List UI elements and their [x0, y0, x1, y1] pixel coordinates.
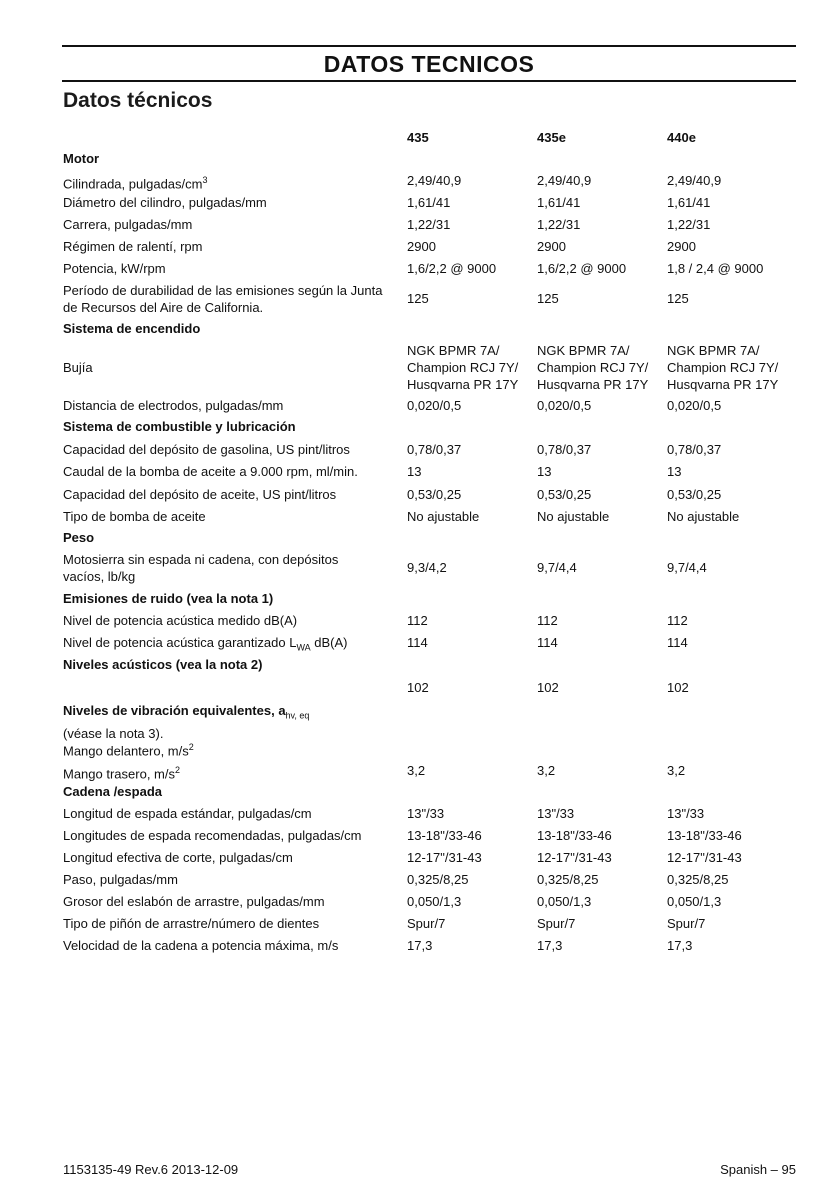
spec-label: Distancia de electrodos, pulgadas/mm: [63, 398, 284, 413]
banner-title: DATOS TECNICOS: [323, 51, 535, 77]
spec-label-text: Mango trasero, m/s: [63, 766, 175, 782]
section-title: Datos técnicos: [63, 89, 213, 112]
spec-label: [63, 762, 403, 782]
spec-label-line2: (véase la nota 3).: [63, 725, 164, 741]
spec-value-435e: [537, 342, 648, 393]
spec-value-440e: 1,61/41: [667, 195, 711, 210]
spec-value-440e: [667, 342, 778, 393]
spec-value-435e: 125: [537, 291, 559, 306]
spec-value-435e: 1,61/41: [537, 195, 581, 210]
spec-value-435e: 13"/33: [537, 806, 575, 821]
spec-label: Potencia, kW/rpm: [63, 261, 166, 276]
spec-value-435: 102: [407, 680, 429, 695]
spec-label: Velocidad de la cadena a potencia máxima, m/s: [63, 938, 339, 953]
spec-label: [63, 172, 403, 192]
superscript: 2: [188, 742, 194, 752]
spec-value-435e: 2,49/40,9: [537, 173, 592, 188]
spec-value-440e: 125: [667, 291, 689, 306]
spec-value-435: 1,22/31: [407, 217, 451, 232]
spec-value-435: 17,3: [407, 938, 433, 953]
spec-value-435e: 1,6/2,2 @ 9000: [537, 261, 627, 276]
spec-value-435: 0,53/0,25: [407, 487, 462, 502]
spec-value-435e: 0,53/0,25: [537, 487, 592, 502]
spec-value-435e: 13-18"/33-46: [537, 828, 612, 843]
spec-value-435e: 114: [537, 635, 558, 650]
spec-value-435: 0,78/0,37: [407, 442, 462, 457]
spec-value-435: Spur/7: [407, 916, 446, 931]
spec-label: Longitudes de espada recomendadas, pulgadas/cm: [63, 828, 362, 843]
spark-plug-line3: Husqvarna PR 17Y: [667, 377, 779, 392]
spec-value-440e: 12-17"/31-43: [667, 850, 742, 865]
spec-label: Tipo de piñón de arrastre/número de dientes: [63, 916, 320, 931]
spec-value-435: 13"/33: [407, 806, 445, 821]
spark-plug-line1: NGK BPMR 7A/: [537, 343, 630, 358]
spec-value-435e: 1,22/31: [537, 217, 581, 232]
spec-value-435e: No ajustable: [537, 509, 610, 524]
spec-value-435e: 13: [537, 464, 552, 479]
spec-value-435: 13: [407, 464, 422, 479]
spec-label: Régimen de ralentí, rpm: [63, 239, 203, 254]
spec-value-435e: 0,78/0,37: [537, 442, 592, 457]
subscript: hv, eq: [285, 710, 310, 721]
spec-value-435e: 102: [537, 680, 559, 695]
spec-label: Paso, pulgadas/mm: [63, 872, 178, 887]
spec-value-435: 2900: [407, 239, 436, 254]
spec-value-435e: 17,3: [537, 938, 563, 953]
spark-plug-line2: Champion RCJ 7Y/: [667, 360, 779, 375]
group-heading-label: Peso: [63, 530, 95, 545]
spec-label: Capacidad del depósito de gasolina, US pint/litros: [63, 442, 350, 457]
group-heading-label: Niveles acústicos (vea la nota 2): [63, 657, 263, 672]
spec-value-435e: 9,7/4,4: [537, 560, 577, 575]
spec-value-440e: 13: [667, 464, 682, 479]
spec-value-440e: 102: [667, 680, 689, 695]
spark-plug-line2: Champion RCJ 7Y/: [407, 360, 519, 375]
superscript: 3: [202, 175, 208, 185]
spec-value-440e: 112: [667, 613, 688, 628]
spec-value-440e: 2,49/40,9: [667, 173, 722, 188]
spark-plug-line2: Champion RCJ 7Y/: [537, 360, 649, 375]
spec-value-440e: 114: [667, 635, 688, 650]
spark-plug-line1: NGK BPMR 7A/: [667, 343, 760, 358]
page-number: Spanish – 95: [720, 1162, 796, 1177]
spec-value-435: 0,050/1,3: [407, 894, 462, 909]
spec-value-435e: 112: [537, 613, 558, 628]
spec-label-unit: dB(A): [310, 635, 348, 650]
banner-bottom-rule: [62, 80, 796, 82]
spec-value-435: No ajustable: [407, 509, 480, 524]
document-number: 1153135-49 Rev.6 2013-12-09: [63, 1162, 239, 1177]
spec-value-435: 1,6/2,2 @ 9000: [407, 261, 497, 276]
spec-value-435: 2,49/40,9: [407, 173, 462, 188]
spec-label: [63, 739, 403, 759]
column-header-435e: 435e: [537, 130, 566, 145]
spec-value-440e: 0,53/0,25: [667, 487, 722, 502]
spark-plug-line3: Husqvarna PR 17Y: [537, 377, 649, 392]
spec-label: Caudal de la bomba de aceite a 9.000 rpm, ml/min.: [63, 464, 358, 479]
spec-value-440e: 1,22/31: [667, 217, 711, 232]
spec-value-440e: 13-18"/33-46: [667, 828, 742, 843]
spec-label: Capacidad del depósito de aceite, US pint/litros: [63, 487, 337, 502]
spec-label: [63, 282, 403, 316]
spec-value-435: 0,325/8,25: [407, 872, 469, 887]
spec-value-440e: Spur/7: [667, 916, 706, 931]
spec-value-440e: 0,020/0,5: [667, 398, 722, 413]
group-heading-label: Niveles de vibración equivalentes, a: [63, 703, 286, 718]
group-heading-label: Sistema de encendido: [63, 321, 201, 336]
group-heading-label: Sistema de combustible y lubricación: [63, 419, 296, 434]
spec-label: Grosor del eslabón de arrastre, pulgadas/mm: [63, 894, 325, 909]
banner-top-rule: [62, 45, 796, 47]
spec-value-440e: 3,2: [667, 763, 686, 778]
spec-value-435: 125: [407, 291, 429, 306]
spec-value-435: 114: [407, 635, 428, 650]
group-heading-label: Motor: [63, 151, 100, 166]
spec-value-435e: Spur/7: [537, 916, 576, 931]
spec-label-text: Mango delantero, m/s: [63, 743, 189, 759]
spec-value-440e: 17,3: [667, 938, 693, 953]
spec-value-435: 1,61/41: [407, 195, 451, 210]
spec-label-line2: vacíos, lb/kg: [63, 569, 136, 584]
spec-label: Diámetro del cilindro, pulgadas/mm: [63, 195, 267, 210]
spec-label: Longitud efectiva de corte, pulgadas/cm: [63, 850, 293, 865]
spec-value-435: 0,020/0,5: [407, 398, 462, 413]
group-heading-label: Cadena /espada: [63, 784, 162, 799]
column-header-435: 435: [407, 130, 429, 145]
spec-label: Bujía: [63, 360, 93, 375]
spec-label: Nivel de potencia acústica medido dB(A): [63, 613, 298, 628]
spec-value-435e: 0,325/8,25: [537, 872, 599, 887]
spec-value-435: 3,2: [407, 763, 426, 778]
spec-label-text: Nivel de potencia acústica garantizado L: [63, 635, 297, 650]
spec-value-440e: No ajustable: [667, 509, 740, 524]
spark-plug-line3: Husqvarna PR 17Y: [407, 377, 519, 392]
spec-label-line1: Motosierra sin espada ni cadena, con depósitos: [63, 552, 339, 567]
spec-label: Tipo de bomba de aceite: [63, 509, 206, 524]
subscript: WA: [296, 642, 311, 653]
spec-value-435e: 0,020/0,5: [537, 398, 592, 413]
spec-value-440e: 13"/33: [667, 806, 705, 821]
spec-value-440e: 0,050/1,3: [667, 894, 722, 909]
spec-label: [63, 634, 403, 657]
group-heading-label: Emisiones de ruido (vea la nota 1): [63, 591, 274, 606]
spec-value-440e: 2900: [667, 239, 696, 254]
column-header-440e: 440e: [667, 130, 696, 145]
spec-value-440e: 9,7/4,4: [667, 560, 707, 575]
spec-value-435: 112: [407, 613, 428, 628]
spec-value-435e: 12-17"/31-43: [537, 850, 612, 865]
spec-label: [63, 551, 403, 585]
spec-label: Carrera, pulgadas/mm: [63, 217, 193, 232]
spec-value-435: 12-17"/31-43: [407, 850, 482, 865]
spec-value-435: [407, 342, 518, 393]
spec-value-435: 9,3/4,2: [407, 560, 447, 575]
spec-value-435: 13-18"/33-46: [407, 828, 482, 843]
spec-value-440e: 0,78/0,37: [667, 442, 722, 457]
spec-value-435e: 3,2: [537, 763, 556, 778]
superscript: 2: [175, 765, 181, 775]
spec-label: Longitud de espada estándar, pulgadas/cm: [63, 806, 312, 821]
spark-plug-line1: NGK BPMR 7A/: [407, 343, 500, 358]
spec-value-435e: 2900: [537, 239, 566, 254]
spec-label-text: Cilindrada, pulgadas/cm: [63, 176, 203, 192]
spec-label-line2: de Recursos del Aire de California.: [63, 300, 264, 315]
spec-label-line1: Período de durabilidad de las emisiones según la Junta: [63, 283, 383, 298]
spec-label: [63, 702, 403, 742]
spec-value-440e: 1,8 / 2,4 @ 9000: [667, 261, 764, 276]
spec-value-435e: 0,050/1,3: [537, 894, 592, 909]
spec-value-440e: 0,325/8,25: [667, 872, 729, 887]
